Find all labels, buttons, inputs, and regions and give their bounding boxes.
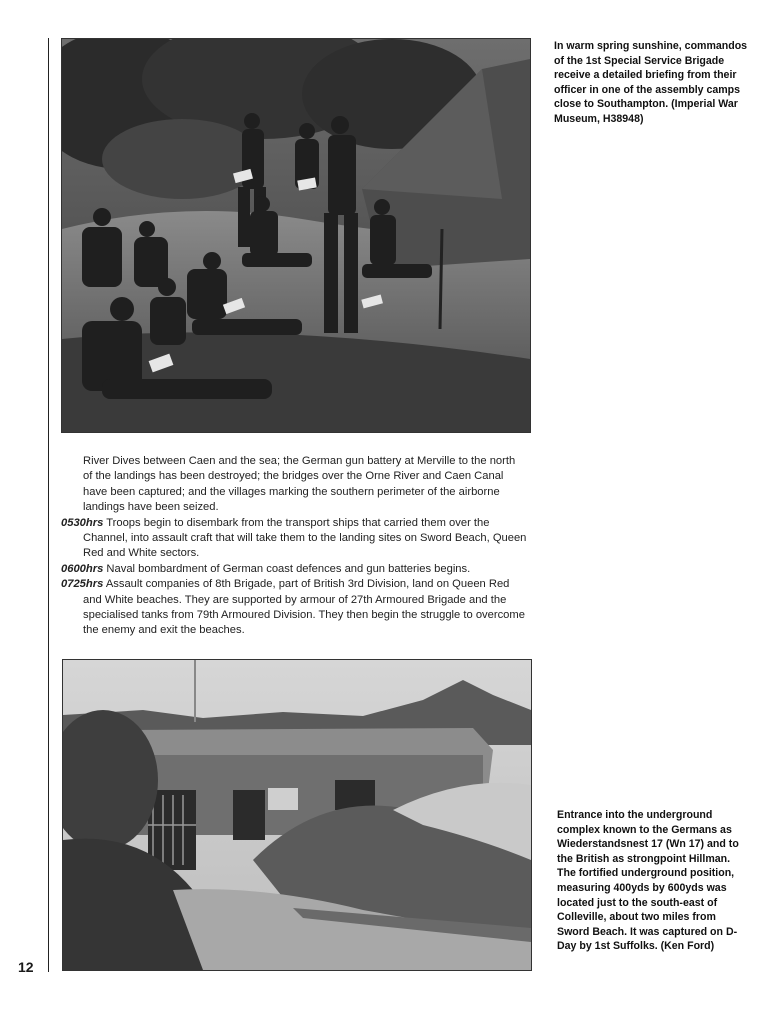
timeline-entry	[61, 516, 527, 562]
timeline-entry	[61, 577, 527, 639]
entry-text: Assault companies of 8th Brigade, part of British 3rd Division, land on Queen Red and White beaches. They are supported by armour of 27th Armoured Brigade and the specialised tanks from 79th Armoured Division. They then begin the struggle to overcome the enemy and exit the beaches.	[83, 578, 525, 637]
timeline-text	[61, 454, 527, 639]
bottom-photo-caption: Entrance into the underground complex known to the Germans as Wiederstandsnest 17 (Wn 17) and to the British as strongpoint Hillman. The fortified underground position, measuring 400yds by 600yds was located just to the south-east of Colleville, about two miles from Sword Beach. It was captured on D-Day by 1st Suffolks. (Ken Ford)	[557, 809, 739, 953]
commandos-briefing-photo	[61, 38, 531, 433]
timeline-intro: River Dives between Caen and the sea; the German gun battery at Merville to the north of the landings has been destroyed; the bridges over the Orne River and Caen Canal have been captured; and the villages marking the southern perimeter of the airborne landings have been seized.	[83, 455, 516, 514]
entry-text: Naval bombardment of German coast defences and gun batteries begins.	[106, 562, 471, 575]
entry-text: Troops begin to disembark from the transport ships that carried them over the Channel, into assault craft that will take them to the landing sites on Sword Beach, Queen Red and White sectors.	[83, 516, 527, 560]
bunker-entrance-photo	[62, 659, 532, 971]
entry-time: 0725hrs	[61, 578, 104, 591]
margin-rule	[48, 38, 49, 972]
timeline-entry	[61, 562, 527, 577]
page-number: 12	[18, 959, 34, 975]
top-photo-caption: In warm spring sunshine, commandos of the 1st Special Service Brigade receive a detailed briefing from their officer in one of the assembly camps close to Southampton. (Imperial War Museum, H38948)	[554, 40, 748, 125]
entry-time: 0600hrs	[61, 562, 104, 575]
entry-time: 0530hrs	[61, 516, 104, 529]
